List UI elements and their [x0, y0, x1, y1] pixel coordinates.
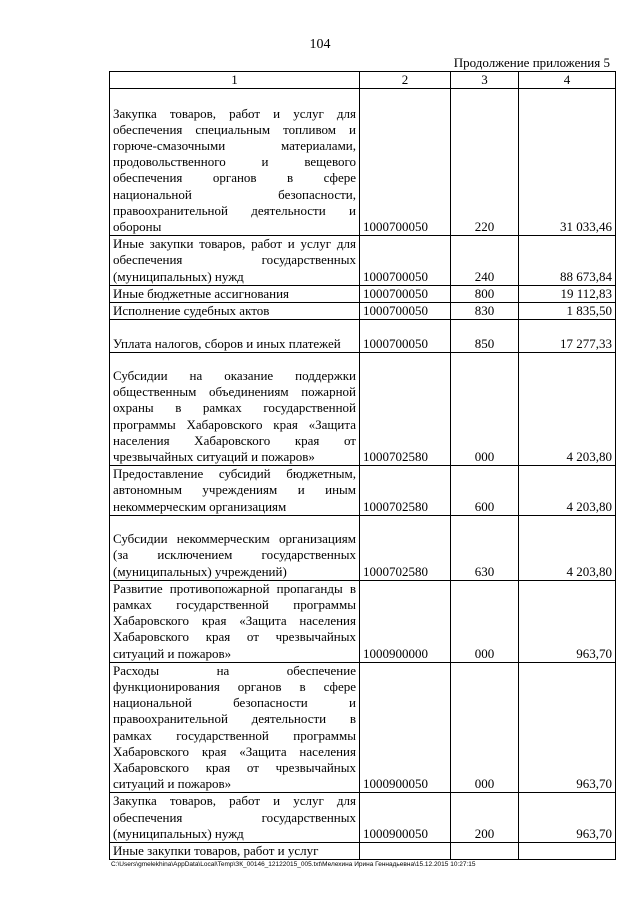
- row-code: 1000700050: [360, 236, 451, 286]
- row-sum: 4 203,80: [519, 515, 616, 580]
- row-type: 000: [451, 662, 519, 793]
- row-type: 630: [451, 515, 519, 580]
- table-header-row: [110, 72, 616, 89]
- row-name: Субсидии на оказание поддержки общественным объединениям пожарной охраны в рамках государственной программы Хабаровского края «Защита населения Хабаровского края от чрезвычайных ситуаций и пожаров»: [110, 353, 360, 466]
- table-row: [110, 236, 616, 286]
- budget-table: [109, 71, 616, 860]
- row-code: 1000900000: [360, 580, 451, 662]
- row-name: Уплата налогов, сборов и иных платежей: [110, 320, 360, 353]
- row-code: [360, 843, 451, 860]
- table-row: [110, 793, 616, 843]
- row-name: Закупка товаров, работ и услуг для обеспечения специальным топливом и горюче-смазочными материалами, продовольственного и вещевого обеспечения органов в сфере национальной безопасности, правоохранительной деятельности и обороны: [110, 89, 360, 236]
- row-name: Иные закупки товаров, работ и услуг для обеспечения государственных (муниципальных) нужд: [110, 236, 360, 286]
- row-sum: 31 033,46: [519, 89, 616, 236]
- row-code: 1000900050: [360, 662, 451, 793]
- row-code: 1000700050: [360, 320, 451, 353]
- footer-file-path: C:\Users\gmelekhina\AppData\Local\Temp\ЗК_00146_12122015_005.txt\Мелехина Ирина Геннадьевна\15.12.2015 10:27:15: [111, 861, 476, 868]
- table-row: [110, 353, 616, 466]
- row-name: Исполнение судебных актов: [110, 303, 360, 320]
- row-type: 600: [451, 466, 519, 516]
- row-sum: 17 277,33: [519, 320, 616, 353]
- row-sum: 4 203,80: [519, 466, 616, 516]
- row-sum: 963,70: [519, 580, 616, 662]
- row-type: 200: [451, 793, 519, 843]
- continuation-caption: Продолжение приложения 5: [453, 55, 610, 70]
- row-code: 1000702580: [360, 515, 451, 580]
- header-col-2: 2: [360, 72, 451, 89]
- table-row: [110, 843, 616, 860]
- row-name: Иные бюджетные ассигнования: [110, 285, 360, 302]
- row-code: 1000702580: [360, 466, 451, 516]
- row-sum: 963,70: [519, 662, 616, 793]
- row-sum: 963,70: [519, 793, 616, 843]
- header-col-4: 4: [519, 72, 616, 89]
- row-code: 1000700050: [360, 89, 451, 236]
- row-type: 000: [451, 353, 519, 466]
- row-sum: [519, 843, 616, 860]
- row-type: 800: [451, 285, 519, 302]
- header-col-1: 1: [110, 72, 360, 89]
- row-code: 1000702580: [360, 353, 451, 466]
- table-row: [110, 89, 616, 236]
- row-sum: 19 112,83: [519, 285, 616, 302]
- row-sum: 1 835,50: [519, 303, 616, 320]
- row-type: 850: [451, 320, 519, 353]
- row-type: 220: [451, 89, 519, 236]
- row-name: Развитие противопожарной пропаганды в рамках государственной программы Хабаровского края «Защита населения Хабаровского края от чрезвычайных ситуаций и пожаров»: [110, 580, 360, 662]
- row-name: Закупка товаров, работ и услуг для обеспечения государственных (муниципальных) нужд: [110, 793, 360, 843]
- row-name: Расходы на обеспечение функционирования органов в сфере национальной безопасности и правоохранительной деятельности в рамках государственной программы Хабаровского края «Защита населения Хабаровского края от чрезвычайных ситуаций и пожаров»: [110, 662, 360, 793]
- row-name: Иные закупки товаров, работ и услуг: [110, 843, 360, 860]
- table-row: [110, 466, 616, 516]
- table-row: [110, 285, 616, 302]
- row-type: [451, 843, 519, 860]
- table-row: [110, 303, 616, 320]
- row-type: 830: [451, 303, 519, 320]
- row-type: 000: [451, 580, 519, 662]
- page-number: 104: [309, 37, 331, 52]
- row-name: Субсидии некоммерческим организациям (за исключением государственных (муниципальных) учреждений): [110, 515, 360, 580]
- table-row: [110, 580, 616, 662]
- row-type: 240: [451, 236, 519, 286]
- row-code: 1000700050: [360, 285, 451, 302]
- header-col-3: 3: [451, 72, 519, 89]
- table-row: [110, 662, 616, 793]
- row-sum: 4 203,80: [519, 353, 616, 466]
- row-sum: 88 673,84: [519, 236, 616, 286]
- row-code: 1000700050: [360, 303, 451, 320]
- row-name: Предоставление субсидий бюджетным, автономным учреждениям и иным некоммерческим организациям: [110, 466, 360, 516]
- table-row: [110, 320, 616, 353]
- row-code: 1000900050: [360, 793, 451, 843]
- table-row: [110, 515, 616, 580]
